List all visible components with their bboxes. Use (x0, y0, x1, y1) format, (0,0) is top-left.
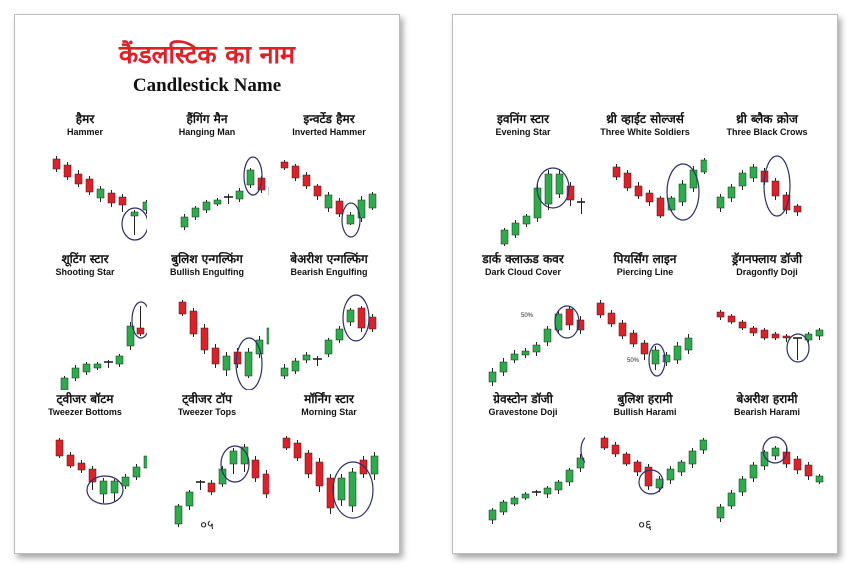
candle-body (619, 323, 626, 336)
pattern-name-english: Bullish Engulfing (170, 267, 244, 277)
pattern-dragonfly-doji (705, 250, 829, 390)
candle-body (612, 445, 619, 454)
candle-body (717, 312, 724, 317)
candle-body (137, 328, 144, 334)
pattern-name-english: Three Black Crows (726, 127, 808, 137)
candlestick-diagram (267, 280, 391, 390)
pattern-tweezer-bottoms (23, 390, 147, 530)
candle-body (111, 481, 118, 493)
candle-body (192, 208, 199, 217)
pattern-name-hindi: ग्रेवस्टोन डॉजी (493, 392, 553, 406)
pattern-name-english: Tweezer Tops (177, 407, 237, 417)
percent-annotation: 50% (521, 313, 534, 319)
candle-body (281, 162, 288, 168)
pattern-name-hindi: पियर्सिंग लाइन (613, 252, 677, 266)
candle-body (303, 175, 310, 186)
pattern-name-hindi: थ्री ब्लैक क्रोज (736, 112, 798, 126)
pattern-inverted-hammer (267, 110, 391, 250)
candlestick-diagram (583, 420, 707, 530)
candlestick-diagram (583, 140, 707, 250)
candle-body (61, 378, 68, 390)
candle-body (283, 438, 290, 448)
pattern-name-english: Morning Star (301, 407, 357, 417)
candle-body (72, 368, 79, 378)
candlestick-diagram (705, 420, 829, 530)
pattern-name-hindi: ट्वीजर बॉटम (56, 392, 114, 406)
candle-body (678, 462, 685, 472)
candle-body (772, 181, 779, 196)
candlestick-diagram (23, 140, 147, 250)
candle-body (56, 440, 63, 456)
candle-body (522, 494, 529, 498)
candle-body (667, 469, 674, 480)
candle-body (728, 316, 735, 322)
candle-body (314, 186, 321, 196)
candle-body (783, 336, 790, 338)
pattern-name-hindi: बुलिश हरामी (617, 392, 673, 406)
candle-body (635, 186, 642, 196)
pattern-name-english: Hanging Man (178, 127, 236, 137)
pattern-name-english: Dark Cloud Cover (484, 267, 562, 277)
candle-body (728, 493, 735, 506)
candle-body (634, 462, 641, 472)
candle-body (533, 345, 540, 352)
pattern-name-hindi: हैंगिंग मैन (186, 112, 228, 126)
pattern-name-hindi: थ्री व्हाईट सोल्जर्स (606, 112, 684, 126)
candle-body (245, 352, 252, 376)
candle-body (358, 200, 365, 218)
candle-body (679, 184, 686, 202)
candle-body (544, 329, 551, 342)
pattern-name-hindi: ड्रॅगनफ्लाय डॉजी (731, 252, 803, 266)
pattern-name-hindi: बेअरीश हरामी (736, 392, 798, 406)
page-title-hindi: कैंडलस्टिक का नाम (119, 40, 295, 69)
candlestick-diagram (461, 140, 585, 250)
candle-body (230, 451, 237, 464)
pattern-name-english: Three White Soldiers (600, 127, 690, 137)
candle-body (641, 343, 648, 354)
pattern-piercing-line (583, 250, 707, 390)
pattern-name-english: Evening Star (495, 127, 551, 137)
candle-body (556, 174, 563, 194)
pattern-name-hindi: बुलिश एन्गल्फिंग (171, 252, 243, 266)
candle-body (613, 167, 620, 177)
candle-body (652, 350, 659, 364)
candle-body (501, 230, 508, 244)
candle-body (750, 465, 757, 478)
candle-body (281, 368, 288, 376)
candle-body (690, 170, 697, 188)
candle-body (360, 460, 367, 474)
candle-body (739, 173, 746, 186)
pattern-three-white-soldiers (583, 110, 707, 250)
pattern-name-hindi: मॉर्निंग स्टार (304, 392, 354, 406)
candle-body (739, 479, 746, 492)
pattern-name-hindi: शूटिंग स्टार (61, 252, 109, 266)
candle-body (53, 159, 60, 169)
pattern-name-english: Shooting Star (55, 267, 115, 277)
page-title-english: Candlestick Name (132, 75, 282, 96)
candlestick-diagram (23, 420, 147, 530)
candlestick-diagram (705, 140, 829, 250)
candle-body (500, 362, 507, 372)
candle-body (750, 328, 757, 333)
candle-body (186, 492, 193, 506)
pattern-name-hindi: डार्क क्लाऊड कवर (482, 252, 564, 266)
candle-body (86, 179, 93, 192)
candlestick-diagram (267, 420, 391, 530)
candle-body (236, 191, 243, 199)
highlight-circle (537, 168, 569, 208)
candle-body (203, 202, 210, 210)
pattern-name-english: Tweezer Bottoms (48, 407, 122, 417)
page-right (452, 14, 838, 554)
candle-body (336, 201, 343, 214)
candle-body (347, 215, 354, 224)
candle-body (630, 333, 637, 344)
candle-body (252, 460, 259, 478)
pattern-name-english: Hammer (66, 127, 104, 137)
candle-body (292, 166, 299, 178)
candle-body (122, 477, 129, 486)
candle-body (805, 465, 812, 476)
candle-body (108, 193, 115, 203)
pattern-shooting-star (23, 250, 147, 390)
candle-body (689, 451, 696, 464)
candle-body (78, 463, 85, 470)
pattern-name-english: Gravestone Doji (488, 407, 558, 417)
pattern-hanging-man (145, 110, 269, 250)
pattern-name-hindi: बेअरीश एन्गल्फिंग (290, 252, 368, 266)
candle-body (75, 174, 82, 184)
candle-body (97, 189, 104, 198)
pattern-tweezer-tops (145, 390, 269, 530)
pattern-name-hindi: हैमर (75, 112, 95, 126)
pattern-name-hindi: इन्वर्टेड हैमर (303, 112, 355, 126)
candle-body (292, 361, 299, 371)
candle-body (597, 303, 604, 315)
candle-body (247, 170, 254, 185)
page-left (14, 14, 400, 554)
candle-body (83, 364, 90, 372)
candle-body (208, 483, 215, 492)
candle-body (347, 310, 354, 322)
candle-body (663, 355, 670, 362)
candle-body (303, 355, 310, 360)
candle-body (181, 217, 188, 227)
pattern-bearish-harami (705, 390, 829, 530)
candle-body (750, 167, 757, 178)
pattern-name-hindi: इवनिंग स्टार (497, 112, 549, 126)
pattern-name-english: Bearish Engulfing (290, 267, 368, 277)
pattern-dark-cloud-cover (461, 250, 585, 390)
candle-body (646, 193, 653, 202)
candle-body (325, 340, 332, 354)
candle-body (761, 330, 768, 338)
candle-body (522, 351, 529, 355)
candle-body (601, 438, 608, 448)
candle-body (223, 356, 230, 370)
candle-body (94, 364, 101, 368)
candlestick-diagram (705, 280, 829, 390)
candle-body (728, 187, 735, 198)
pattern-name-english: Piercing Line (616, 267, 674, 277)
pattern-name-hindi: ट्वीजर टॉप (182, 392, 232, 406)
page-number: ०६ (638, 518, 652, 533)
candlestick-diagram (583, 280, 707, 390)
candle-body (116, 356, 123, 364)
pattern-three-black-crows (705, 110, 829, 250)
candle-body (739, 322, 746, 328)
candlestick-diagram (461, 280, 585, 390)
candle-body (133, 467, 140, 477)
candle-body (316, 462, 323, 486)
pattern-name-english: Dragonfly Doji (736, 267, 798, 277)
candle-body (358, 308, 365, 328)
candle-body (294, 443, 301, 458)
candlestick-diagram (23, 280, 147, 390)
candle-body (566, 470, 573, 482)
candle-body (794, 459, 801, 470)
pattern-morning-star (267, 390, 391, 530)
candle-body (608, 313, 615, 324)
candlestick-diagram (461, 420, 585, 530)
candle-body (100, 481, 107, 494)
candle-body (545, 174, 552, 204)
candle-body (523, 216, 530, 224)
candle-body (512, 223, 519, 235)
candle-body (816, 476, 823, 482)
candle-body (131, 212, 138, 216)
candle-body (201, 328, 208, 350)
candlestick-diagram (267, 140, 391, 250)
candle-body (336, 329, 343, 340)
candle-body (511, 498, 518, 504)
candle-body (371, 456, 378, 474)
candle-body (555, 482, 562, 490)
pattern-name-english: Bearish Harami (733, 407, 801, 417)
candle-body (369, 317, 376, 329)
candle-body (64, 165, 71, 177)
pattern-bullish-engulfing (145, 250, 269, 390)
candle-body (489, 372, 496, 382)
candle-body (772, 334, 779, 338)
candle-body (717, 197, 724, 208)
candle-body (544, 488, 551, 494)
candle-body (794, 206, 801, 212)
candle-body (624, 173, 631, 188)
candle-body (623, 454, 630, 464)
candlestick-diagram (145, 280, 269, 390)
candle-body (325, 195, 332, 208)
percent-annotation: 50% (627, 358, 640, 364)
pattern-bearish-engulfing (267, 250, 391, 390)
pattern-name-english: Bullish Harami (613, 407, 677, 417)
candle-body (657, 198, 664, 216)
candle-body (119, 197, 126, 205)
candle-body (349, 472, 356, 506)
candle-body (338, 478, 345, 500)
candle-body (511, 354, 518, 360)
pattern-evening-star (461, 110, 585, 250)
candle-body (566, 309, 573, 325)
candle-body (179, 302, 186, 314)
candle-body (212, 348, 219, 364)
candle-body (674, 346, 681, 360)
candlestick-diagram (145, 420, 269, 530)
candle-body (67, 455, 74, 466)
candle-body (685, 338, 692, 350)
pattern-gravestone-doji (461, 390, 585, 530)
candle-body (772, 448, 779, 456)
candle-body (190, 311, 197, 334)
candle-body (369, 194, 376, 208)
candle-body (214, 200, 221, 204)
candle-body (256, 340, 263, 354)
pattern-name-english: Inverted Hammer (292, 127, 366, 137)
pattern-bullish-harami (583, 390, 707, 530)
candlestick-diagram (145, 140, 269, 250)
candle-body (305, 453, 312, 474)
pattern-hammer (23, 110, 147, 250)
candle-body (816, 330, 823, 336)
page-number: ०५ (200, 518, 214, 533)
candle-body (500, 502, 507, 512)
